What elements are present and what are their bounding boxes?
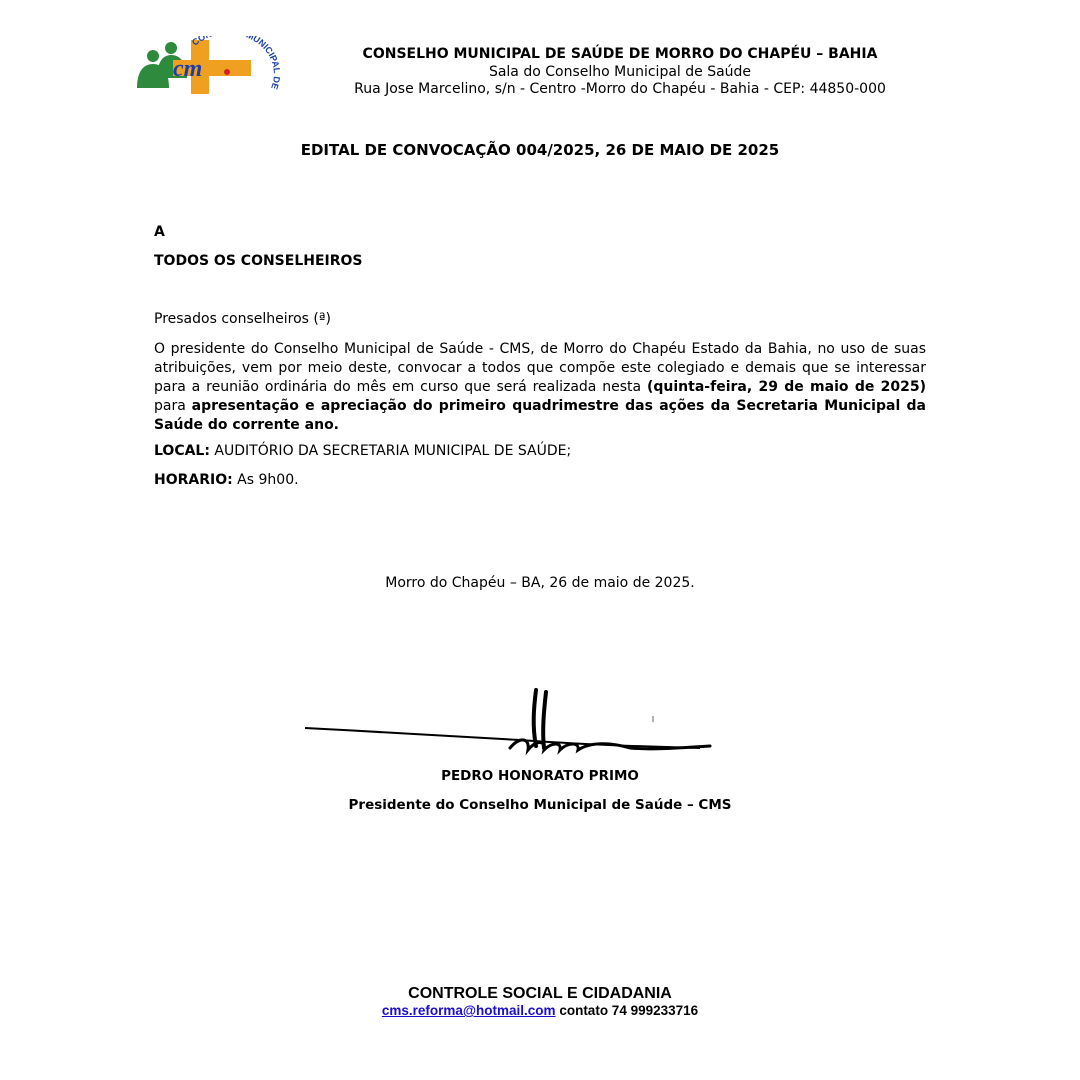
local-value: AUDITÓRIO DA SECRETARIA MUNICIPAL DE SAÚDE; [209, 443, 572, 459]
council-name: CONSELHO MUNICIPAL DE SAÚDE DE MORRO DO CHAPÉU – BAHIA [362, 46, 878, 62]
paragraph-connector: para [154, 398, 192, 414]
salutation-recipients: TODOS OS CONSELHEIROS [154, 253, 363, 269]
meeting-date: (quinta-feira, 29 de maio de 2025) [647, 379, 926, 395]
local-line [154, 443, 571, 459]
place-date: Morro do Chapéu – BA, 26 de maio de 2025. [385, 575, 695, 591]
greeting: Presados conselheiros (ª) [154, 311, 331, 327]
logo-ring-text: CO UNICIPAL DE [190, 36, 281, 91]
signer-role: Presidente do Conselho Municipal de Saúde – CMS [348, 797, 732, 813]
contact-phone: contato 74 999233716 [555, 1003, 699, 1018]
document-title: EDITAL DE CONVOCAÇÃO 004/2025, 26 DE MAIO DE 2025 [300, 141, 780, 159]
signature-image [300, 686, 720, 758]
meeting-purpose: apresentação e apreciação do primeiro quadrimestre das ações da Secretaria Municipal da Saúde do corrente ano. [154, 398, 926, 433]
time-line [154, 472, 299, 488]
salutation-a: A [154, 224, 165, 240]
email-link[interactable]: cms.reforma@hotmail.com [381, 1003, 556, 1018]
time-value: As 9h00. [232, 472, 299, 488]
logo-text: cm [173, 56, 203, 82]
paragraph-text: O presidente do Conselho Municipal de Saúde - CMS, de Morro do Chapéu Estado da Bahia, no uso de suas atribuições, vem por meio deste, convocar a todos que compõe este colegiado e demais que se interessar para a reunião ordinária do mês em curso que será realizada nesta [154, 341, 926, 395]
time-label: HORARIO: [154, 472, 233, 488]
footer-title: CONTROLE SOCIAL E CIDADANIA [408, 985, 672, 1002]
council-room: Sala do Conselho Municipal de Saúde [488, 64, 752, 80]
signer-name: PEDRO HONORATO PRIMO [441, 768, 639, 784]
main-paragraph [154, 340, 926, 435]
council-address: Rua Jose Marcelino, s/n - Centro -Morro do Chapéu - Bahia - CEP: 44850-000 [354, 81, 886, 97]
footer-contact [0, 1003, 1080, 1018]
local-label: LOCAL: [154, 443, 210, 459]
cms-logo-icon [133, 36, 281, 104]
